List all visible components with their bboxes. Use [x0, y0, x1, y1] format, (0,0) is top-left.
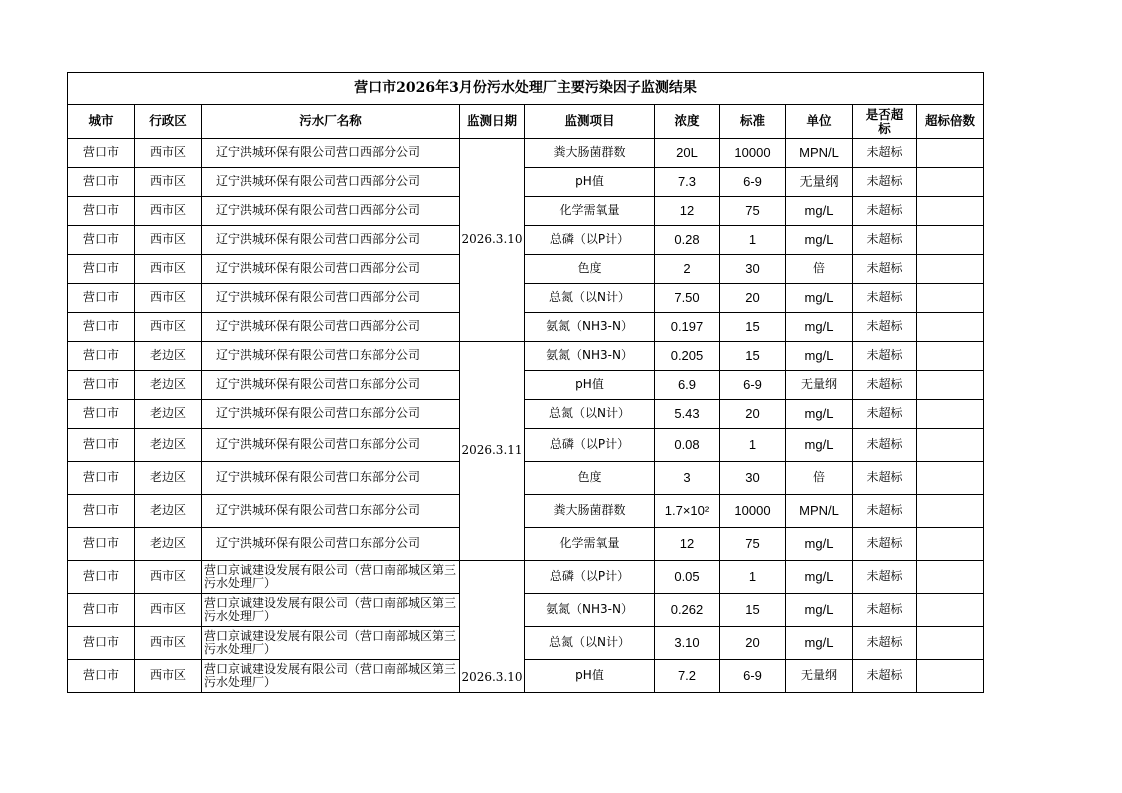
cell-city: 营口市	[68, 400, 135, 429]
cell-standard: 6-9	[720, 371, 786, 400]
cell-district: 西市区	[135, 139, 202, 168]
cell-exceed: 未超标	[853, 400, 917, 429]
cell-standard: 6-9	[720, 660, 786, 693]
cell-item: 化学需氧量	[525, 528, 655, 561]
table-row	[68, 313, 984, 342]
header-exceed: 是否超标	[853, 105, 917, 139]
cell-exceed-times	[917, 313, 984, 342]
cell-item: 总磷（以P计）	[525, 561, 655, 594]
cell-plant-name: 辽宁洪城环保有限公司营口东部分公司	[202, 528, 460, 561]
cell-district: 西市区	[135, 255, 202, 284]
cell-unit: mg/L	[786, 342, 853, 371]
table-row	[68, 495, 984, 528]
cell-exceed: 未超标	[853, 197, 917, 226]
table-row	[68, 168, 984, 197]
cell-city: 营口市	[68, 528, 135, 561]
cell-plant-name: 营口京诚建设发展有限公司（营口南部城区第三污水处理厂）	[202, 561, 460, 594]
header-city: 城市	[68, 105, 135, 139]
cell-exceed-times	[917, 400, 984, 429]
header-concentration: 浓度	[655, 105, 720, 139]
cell-unit: MPN/L	[786, 495, 853, 528]
cell-city: 营口市	[68, 226, 135, 255]
table-row	[68, 255, 984, 284]
cell-unit: mg/L	[786, 528, 853, 561]
cell-district: 老边区	[135, 371, 202, 400]
cell-monitoring-date: 2026.3.10	[460, 139, 525, 342]
cell-unit: 无量纲	[786, 168, 853, 197]
cell-exceed-times	[917, 284, 984, 313]
cell-district: 西市区	[135, 284, 202, 313]
cell-standard: 15	[720, 594, 786, 627]
cell-monitoring-date: 2026.3.11	[460, 342, 525, 561]
header-district: 行政区	[135, 105, 202, 139]
cell-monitoring-date: 2026.3.10	[460, 561, 525, 693]
cell-item: 色度	[525, 255, 655, 284]
cell-standard: 30	[720, 255, 786, 284]
cell-exceed: 未超标	[853, 495, 917, 528]
cell-standard: 20	[720, 284, 786, 313]
cell-city: 营口市	[68, 561, 135, 594]
cell-standard: 10000	[720, 495, 786, 528]
cell-exceed: 未超标	[853, 371, 917, 400]
cell-district: 西市区	[135, 627, 202, 660]
table-row	[68, 139, 984, 168]
cell-standard: 10000	[720, 139, 786, 168]
header-monitoring-date: 监测日期	[460, 105, 525, 139]
table-row	[68, 528, 984, 561]
cell-district: 西市区	[135, 660, 202, 693]
table-row	[68, 429, 984, 462]
cell-city: 营口市	[68, 462, 135, 495]
cell-district: 老边区	[135, 429, 202, 462]
cell-city: 营口市	[68, 594, 135, 627]
header-plant-name: 污水厂名称	[202, 105, 460, 139]
cell-district: 老边区	[135, 528, 202, 561]
cell-city: 营口市	[68, 284, 135, 313]
cell-standard: 20	[720, 400, 786, 429]
cell-district: 西市区	[135, 313, 202, 342]
table-row	[68, 284, 984, 313]
cell-city: 营口市	[68, 139, 135, 168]
cell-item: 总氮（以N计）	[525, 400, 655, 429]
cell-exceed: 未超标	[853, 226, 917, 255]
cell-item: 化学需氧量	[525, 197, 655, 226]
cell-exceed-times	[917, 342, 984, 371]
cell-exceed-times	[917, 139, 984, 168]
cell-plant-name: 辽宁洪城环保有限公司营口西部分公司	[202, 313, 460, 342]
cell-item: 色度	[525, 462, 655, 495]
cell-exceed-times	[917, 627, 984, 660]
cell-concentration: 2	[655, 255, 720, 284]
cell-item: 氨氮（NH3-N）	[525, 313, 655, 342]
cell-unit: mg/L	[786, 561, 853, 594]
cell-concentration: 7.3	[655, 168, 720, 197]
cell-standard: 1	[720, 429, 786, 462]
cell-exceed-times	[917, 495, 984, 528]
cell-concentration: 0.197	[655, 313, 720, 342]
cell-exceed: 未超标	[853, 462, 917, 495]
header-monitoring-item: 监测项目	[525, 105, 655, 139]
cell-exceed-times	[917, 528, 984, 561]
cell-district: 西市区	[135, 168, 202, 197]
cell-item: 氨氮（NH3-N）	[525, 342, 655, 371]
table-row	[68, 561, 984, 594]
cell-item: 氨氮（NH3-N）	[525, 594, 655, 627]
cell-plant-name: 辽宁洪城环保有限公司营口西部分公司	[202, 255, 460, 284]
cell-district: 西市区	[135, 561, 202, 594]
cell-exceed: 未超标	[853, 313, 917, 342]
cell-standard: 15	[720, 313, 786, 342]
cell-district: 西市区	[135, 197, 202, 226]
cell-standard: 20	[720, 627, 786, 660]
cell-item: 粪大肠菌群数	[525, 495, 655, 528]
cell-concentration: 3.10	[655, 627, 720, 660]
cell-exceed-times	[917, 429, 984, 462]
cell-concentration: 12	[655, 197, 720, 226]
table-row	[68, 660, 984, 693]
cell-plant-name: 营口京诚建设发展有限公司（营口南部城区第三污水处理厂）	[202, 660, 460, 693]
cell-concentration: 0.08	[655, 429, 720, 462]
cell-unit: mg/L	[786, 594, 853, 627]
cell-concentration: 0.262	[655, 594, 720, 627]
cell-plant-name: 辽宁洪城环保有限公司营口东部分公司	[202, 429, 460, 462]
table-row	[68, 226, 984, 255]
cell-unit: mg/L	[786, 400, 853, 429]
cell-plant-name: 辽宁洪城环保有限公司营口西部分公司	[202, 139, 460, 168]
monitoring-results-table	[67, 72, 984, 693]
cell-item: pH值	[525, 168, 655, 197]
cell-exceed-times	[917, 255, 984, 284]
table-row	[68, 197, 984, 226]
header-unit: 单位	[786, 105, 853, 139]
cell-standard: 75	[720, 528, 786, 561]
cell-city: 营口市	[68, 313, 135, 342]
cell-district: 老边区	[135, 400, 202, 429]
cell-concentration: 1.7×10²	[655, 495, 720, 528]
table-row	[68, 627, 984, 660]
cell-city: 营口市	[68, 197, 135, 226]
cell-concentration: 20L	[655, 139, 720, 168]
cell-exceed: 未超标	[853, 168, 917, 197]
cell-item: 总氮（以N计）	[525, 627, 655, 660]
cell-exceed: 未超标	[853, 660, 917, 693]
cell-unit: 无量纲	[786, 371, 853, 400]
table-row	[68, 342, 984, 371]
cell-item: pH值	[525, 660, 655, 693]
cell-plant-name: 辽宁洪城环保有限公司营口西部分公司	[202, 168, 460, 197]
cell-city: 营口市	[68, 660, 135, 693]
cell-exceed-times	[917, 561, 984, 594]
cell-city: 营口市	[68, 342, 135, 371]
cell-exceed-times	[917, 168, 984, 197]
table-row	[68, 371, 984, 400]
cell-plant-name: 辽宁洪城环保有限公司营口西部分公司	[202, 226, 460, 255]
cell-item: pH值	[525, 371, 655, 400]
cell-city: 营口市	[68, 255, 135, 284]
table-row	[68, 400, 984, 429]
cell-exceed-times	[917, 594, 984, 627]
header-standard: 标准	[720, 105, 786, 139]
cell-plant-name: 辽宁洪城环保有限公司营口东部分公司	[202, 400, 460, 429]
cell-plant-name: 营口京诚建设发展有限公司（营口南部城区第三污水处理厂）	[202, 594, 460, 627]
cell-standard: 1	[720, 226, 786, 255]
cell-concentration: 7.50	[655, 284, 720, 313]
cell-unit: mg/L	[786, 429, 853, 462]
cell-city: 营口市	[68, 371, 135, 400]
cell-exceed: 未超标	[853, 429, 917, 462]
cell-item: 总氮（以N计）	[525, 284, 655, 313]
cell-concentration: 12	[655, 528, 720, 561]
cell-plant-name: 辽宁洪城环保有限公司营口西部分公司	[202, 197, 460, 226]
cell-exceed-times	[917, 371, 984, 400]
cell-exceed-times	[917, 660, 984, 693]
cell-unit: mg/L	[786, 313, 853, 342]
cell-exceed: 未超标	[853, 627, 917, 660]
header-exceed-times: 超标倍数	[917, 105, 984, 139]
cell-exceed-times	[917, 226, 984, 255]
cell-plant-name: 辽宁洪城环保有限公司营口东部分公司	[202, 342, 460, 371]
cell-district: 老边区	[135, 462, 202, 495]
cell-city: 营口市	[68, 495, 135, 528]
cell-plant-name: 辽宁洪城环保有限公司营口西部分公司	[202, 284, 460, 313]
cell-item: 粪大肠菌群数	[525, 139, 655, 168]
cell-standard: 15	[720, 342, 786, 371]
cell-concentration: 6.9	[655, 371, 720, 400]
cell-unit: MPN/L	[786, 139, 853, 168]
cell-standard: 1	[720, 561, 786, 594]
cell-unit: mg/L	[786, 627, 853, 660]
cell-plant-name: 辽宁洪城环保有限公司营口东部分公司	[202, 371, 460, 400]
cell-district: 西市区	[135, 594, 202, 627]
cell-city: 营口市	[68, 429, 135, 462]
cell-plant-name: 营口京诚建设发展有限公司（营口南部城区第三污水处理厂）	[202, 627, 460, 660]
cell-unit: mg/L	[786, 226, 853, 255]
cell-exceed: 未超标	[853, 561, 917, 594]
cell-city: 营口市	[68, 168, 135, 197]
cell-plant-name: 辽宁洪城环保有限公司营口东部分公司	[202, 462, 460, 495]
cell-unit: mg/L	[786, 284, 853, 313]
cell-concentration: 0.28	[655, 226, 720, 255]
table-title: 营口市2026年3月份污水处理厂主要污染因子监测结果	[68, 73, 984, 105]
cell-exceed: 未超标	[853, 284, 917, 313]
cell-unit: 无量纲	[786, 660, 853, 693]
cell-exceed: 未超标	[853, 594, 917, 627]
cell-concentration: 7.2	[655, 660, 720, 693]
cell-exceed: 未超标	[853, 342, 917, 371]
cell-district: 老边区	[135, 342, 202, 371]
cell-standard: 6-9	[720, 168, 786, 197]
cell-exceed: 未超标	[853, 528, 917, 561]
cell-concentration: 0.05	[655, 561, 720, 594]
cell-concentration: 3	[655, 462, 720, 495]
cell-exceed: 未超标	[853, 255, 917, 284]
cell-unit: 倍	[786, 255, 853, 284]
cell-concentration: 0.205	[655, 342, 720, 371]
cell-item: 总磷（以P计）	[525, 429, 655, 462]
cell-unit: 倍	[786, 462, 853, 495]
table-row	[68, 594, 984, 627]
table-row	[68, 462, 984, 495]
cell-district: 老边区	[135, 495, 202, 528]
cell-city: 营口市	[68, 627, 135, 660]
cell-exceed-times	[917, 197, 984, 226]
cell-exceed-times	[917, 462, 984, 495]
cell-district: 西市区	[135, 226, 202, 255]
cell-item: 总磷（以P计）	[525, 226, 655, 255]
cell-standard: 30	[720, 462, 786, 495]
cell-concentration: 5.43	[655, 400, 720, 429]
cell-unit: mg/L	[786, 197, 853, 226]
cell-exceed: 未超标	[853, 139, 917, 168]
cell-standard: 75	[720, 197, 786, 226]
cell-plant-name: 辽宁洪城环保有限公司营口东部分公司	[202, 495, 460, 528]
